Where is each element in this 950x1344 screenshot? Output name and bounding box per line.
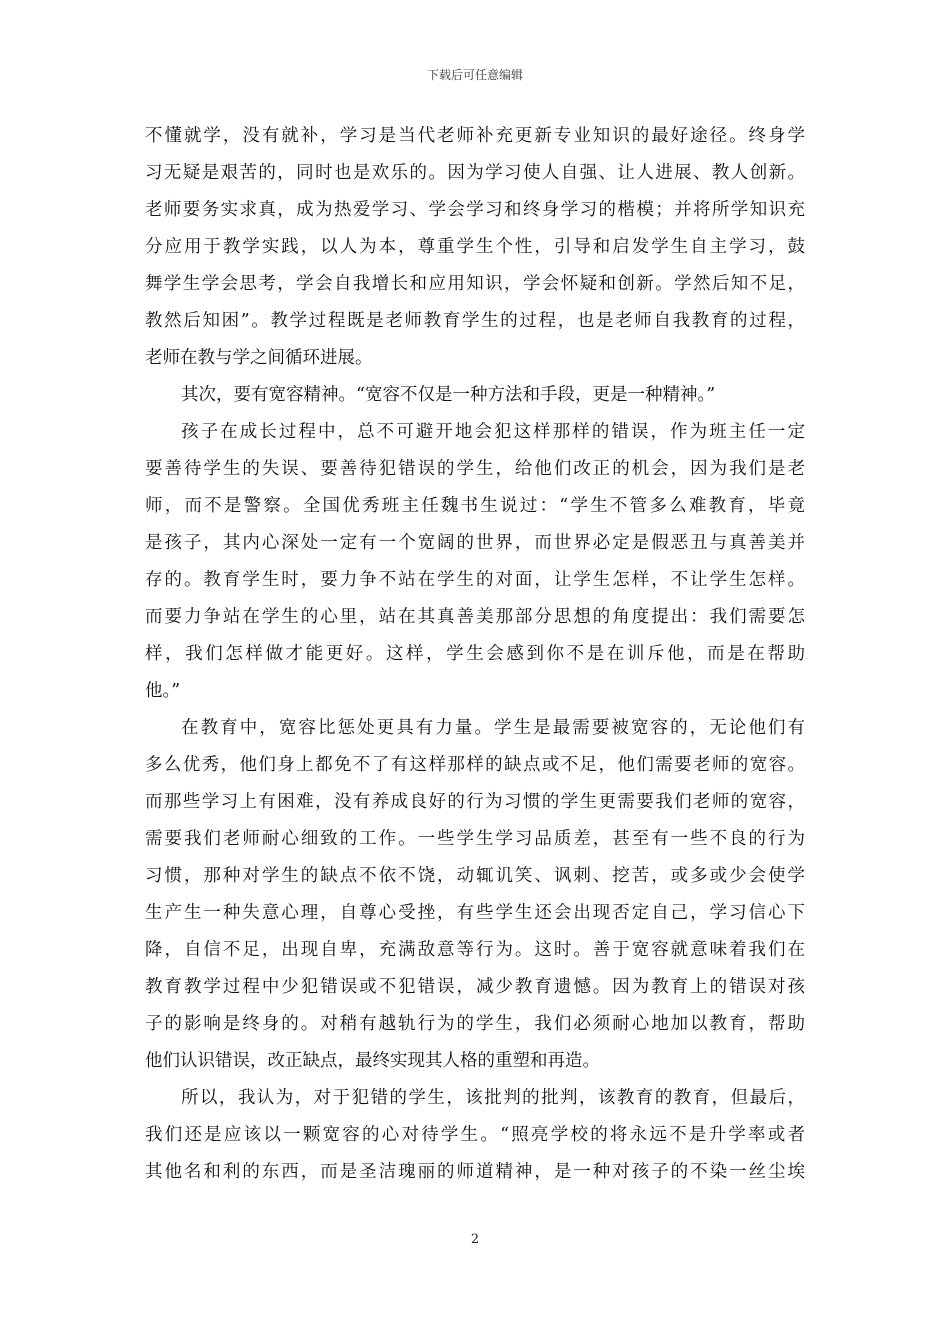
text-line: 孩子在成长过程中，总不可避开地会犯这样那样的错误，作为班主任一定 bbox=[181, 422, 805, 442]
text-line: 要善待学生的失误、要善待犯错误的学生，给他们改正的机会，因为我们是老 bbox=[145, 459, 805, 479]
text-line: 他。” bbox=[145, 681, 181, 701]
text-line: 习无疑是艰苦的，同时也是欢乐的。因为学习使人自强、让人进展、教人创新。 bbox=[145, 163, 805, 183]
text-line: 降，自信不足，出现自卑，充满敌意等行为。这时。善于宽容就意味着我们在 bbox=[145, 940, 805, 960]
text-line: 其次，要有宽容精神。“宽容不仅是一种方法和手段，更是一种精神。” bbox=[181, 385, 716, 405]
text-line: 其他名和利的东西，而是圣洁瑰丽的师道精神，是一种对孩子的不染一丝尘埃 bbox=[145, 1162, 805, 1182]
paragraph bbox=[145, 710, 805, 1080]
page-header: 下载后可任意编辑 bbox=[426, 68, 523, 82]
paragraph bbox=[145, 377, 805, 414]
text-line: 样，我们怎样做才能更好。这样，学生会感到你不是在训斥他，而是在帮助 bbox=[145, 644, 805, 664]
text-line: 我们还是应该以一颗宽容的心对待学生。“照亮学校的将永远不是升学率或者 bbox=[145, 1125, 805, 1145]
paragraph bbox=[145, 414, 805, 710]
text-line: 不懂就学，没有就补，学习是当代老师补充更新专业知识的最好途径。终身学 bbox=[145, 126, 805, 146]
text-line: 老师在教与学之间循环进展。 bbox=[145, 348, 373, 368]
text-line: 需要我们老师耐心细致的工作。一些学生学习品质差，甚至有一些不良的行为 bbox=[145, 829, 805, 849]
text-line: 教育教学过程中少犯错误或不犯错误，减少教育遗憾。因为教育上的错误对孩 bbox=[145, 977, 805, 997]
text-line: 所以，我认为，对于犯错的学生，该批判的批判，该教育的教育，但最后， bbox=[181, 1088, 805, 1108]
text-line: 习惯，那种对学生的缺点不依不饶，动辄讥笑、讽刺、挖苦，或多或少会使学 bbox=[145, 866, 805, 886]
document-body bbox=[145, 118, 805, 1191]
text-line: 是孩子，其内心深处一定有一个宽阔的世界，而世界必定是假恶丑与真善美并 bbox=[145, 533, 805, 553]
text-line: 师，而不是警察。全国优秀班主任魏书生说过：“学生不管多么难教育，毕竟 bbox=[145, 496, 805, 516]
paragraph bbox=[145, 118, 805, 377]
text-line: 分应用于教学实践，以人为本，尊重学生个性，引导和启发学生自主学习，鼓 bbox=[145, 237, 805, 257]
page-number: 2 bbox=[470, 1232, 480, 1247]
text-line: 在教育中，宽容比惩处更具有力量。学生是最需要被宽容的，无论他们有 bbox=[181, 718, 805, 738]
text-line: 而要力争站在学生的心里，站在其真善美那部分思想的角度提出：我们需要怎 bbox=[145, 607, 805, 627]
text-line: 他们认识错误，改正缺点，最终实现其人格的重塑和再造。 bbox=[145, 1051, 600, 1071]
text-line: 存的。教育学生时，要力争不站在学生的对面，让学生怎样，不让学生怎样。 bbox=[145, 570, 805, 590]
text-line: 多么优秀，他们身上都免不了有这样那样的缺点或不足，他们需要老师的宽容。 bbox=[145, 755, 805, 775]
text-line: 教然后知困”。教学过程既是老师教育学生的过程，也是老师自我教育的过程， bbox=[145, 311, 805, 331]
text-line: 子的影响是终身的。对稍有越轨行为的学生，我们必须耐心地加以教育，帮助 bbox=[145, 1014, 805, 1034]
paragraph bbox=[145, 1080, 805, 1191]
text-line: 老师要务实求真，成为热爱学习、学会学习和终身学习的楷模；并将所学知识充 bbox=[145, 200, 805, 220]
text-line: 生产生一种失意心理，自尊心受挫，有些学生还会出现否定自己，学习信心下 bbox=[145, 903, 805, 923]
text-line: 舞学生学会思考，学会自我增长和应用知识，学会怀疑和创新。学然后知不足， bbox=[145, 274, 805, 294]
text-line: 而那些学习上有困难，没有养成良好的行为习惯的学生更需要我们老师的宽容， bbox=[145, 792, 805, 812]
